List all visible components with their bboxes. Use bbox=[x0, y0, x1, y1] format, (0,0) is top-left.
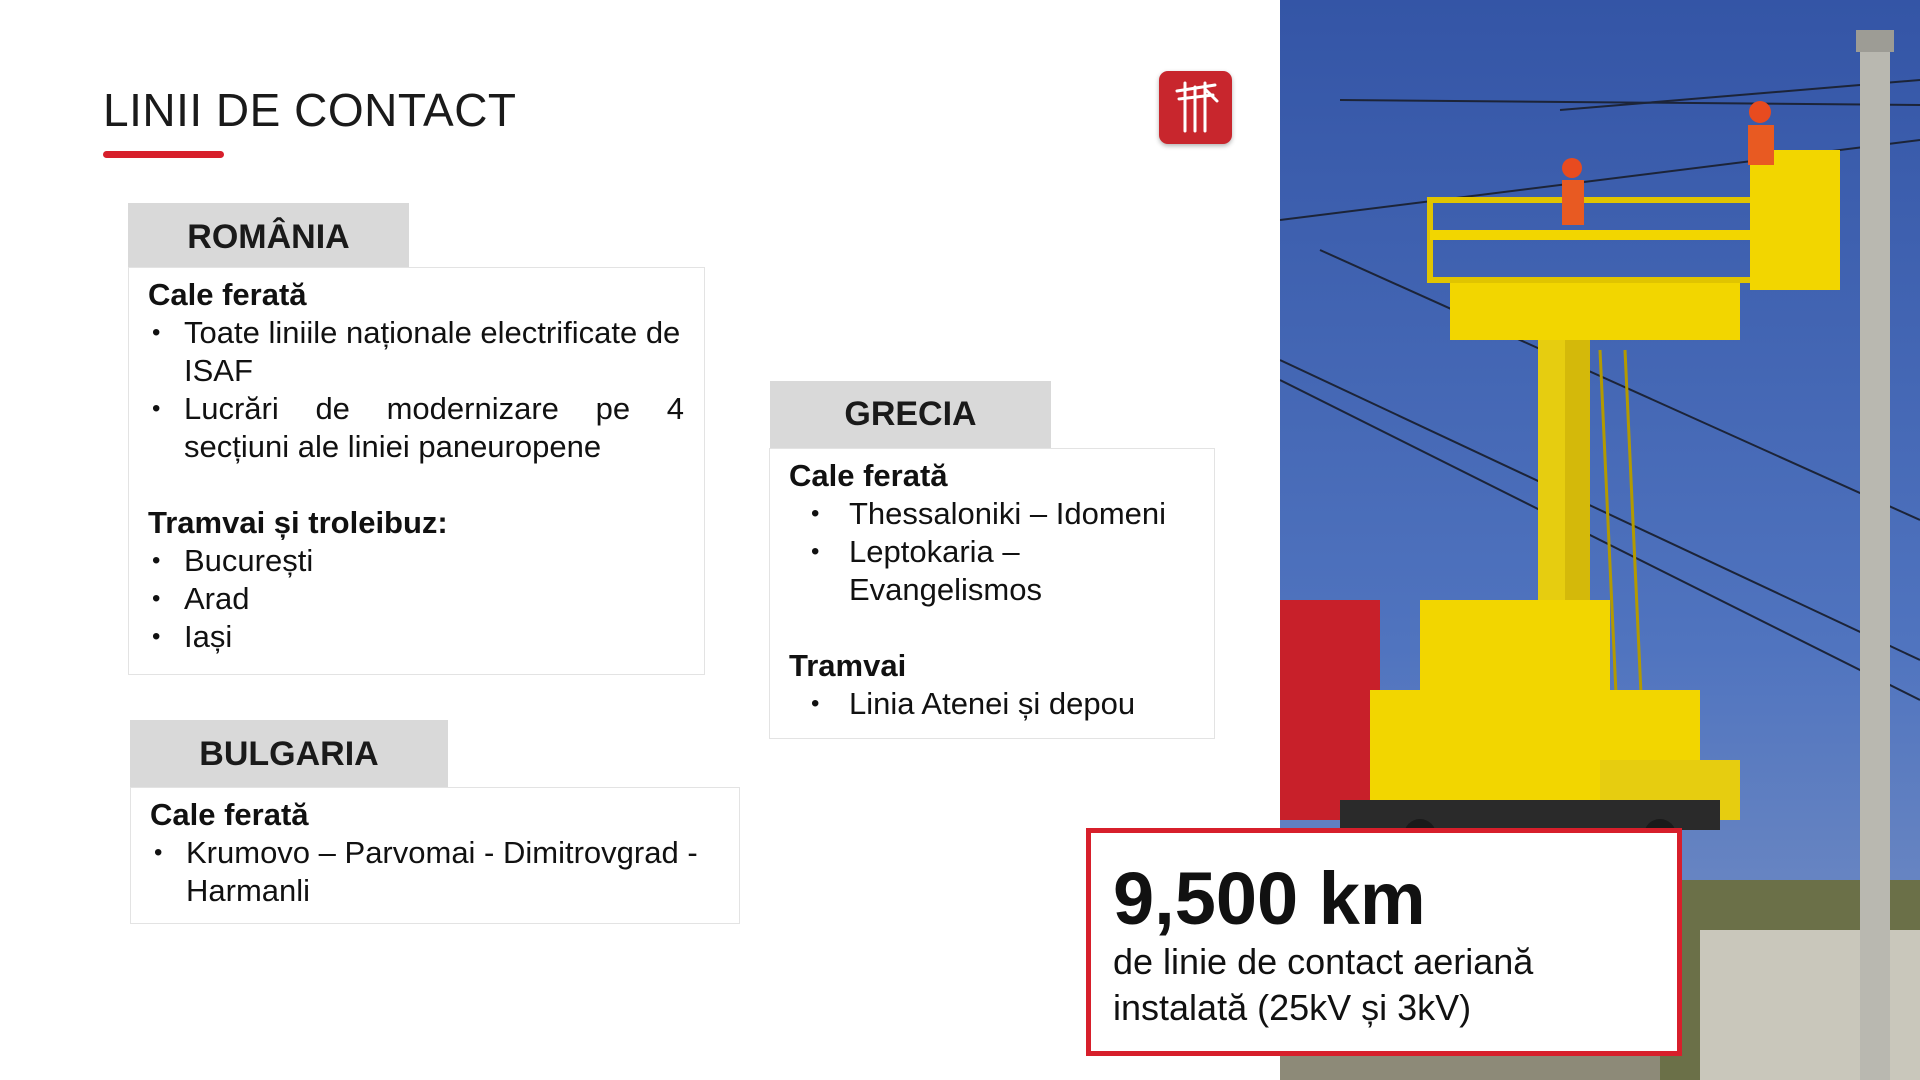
romania-tram-label: Tramvai și troleibuz: bbox=[148, 505, 448, 540]
grecia-tram-label: Tramvai bbox=[789, 648, 907, 683]
grecia-tram-list bbox=[789, 685, 1204, 723]
romania-rail-label: Cale ferată bbox=[148, 277, 307, 312]
page-title: LINII DE CONTACT bbox=[103, 84, 517, 136]
grecia-card bbox=[769, 448, 1215, 739]
romania-card bbox=[128, 267, 705, 675]
bulgaria-card bbox=[130, 787, 740, 924]
list-item: • Thessaloniki – Idomeni bbox=[789, 495, 1204, 533]
list-item: • Iași bbox=[148, 618, 684, 656]
bulgaria-rail-list bbox=[150, 834, 723, 910]
stat-description: de linie de contact aeriană instalată (25kV și 3kV) bbox=[1113, 941, 1534, 1028]
list-item: • Krumovo – Parvomai - Dimitrovgrad - Harmanli bbox=[150, 834, 723, 910]
section-heading-bulgaria: BULGARIA bbox=[130, 720, 448, 788]
list-item: • Linia Atenei și depou bbox=[789, 685, 1204, 723]
grecia-rail-label: Cale ferată bbox=[789, 458, 948, 493]
stat-box bbox=[1086, 828, 1682, 1056]
list-item: • Lucrări de modernizare pe 4 secțiuni ale liniei paneuropene bbox=[148, 390, 684, 466]
grecia-rail-list bbox=[789, 495, 1204, 609]
company-logo-icon bbox=[1159, 71, 1232, 144]
list-item: • Arad bbox=[148, 580, 684, 618]
section-heading-grecia: GRECIA bbox=[770, 381, 1051, 448]
romania-tram-list bbox=[148, 542, 684, 656]
title-underline bbox=[103, 151, 224, 158]
list-item: • Leptokaria – Evangelismos bbox=[789, 533, 1204, 609]
list-item: • Toate liniile naționale electrificate de ISAF bbox=[148, 314, 684, 390]
romania-rail-list bbox=[148, 314, 684, 466]
section-heading-romania: ROMÂNIA bbox=[128, 203, 409, 271]
stat-value: 9,500 km bbox=[1113, 857, 1426, 940]
bulgaria-rail-label: Cale ferată bbox=[150, 797, 309, 832]
list-item: • București bbox=[148, 542, 684, 580]
